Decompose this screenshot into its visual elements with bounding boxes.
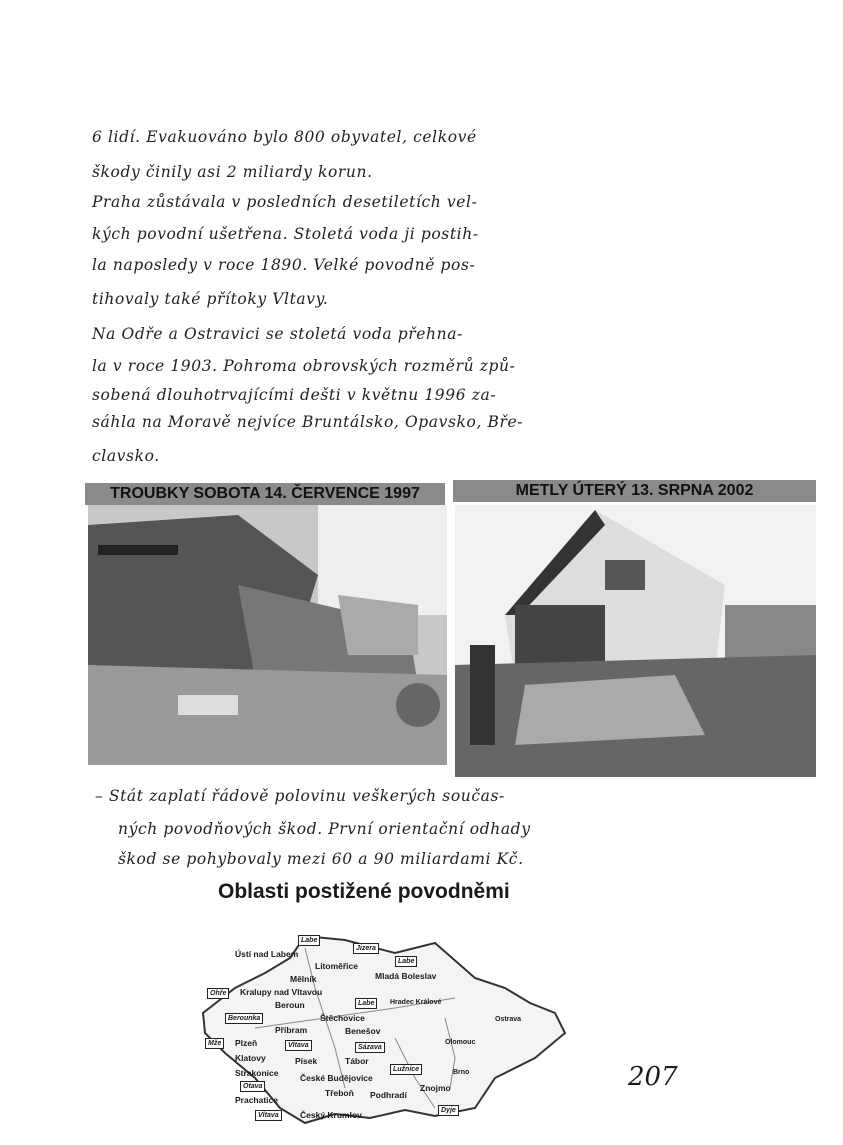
map-city-label: Příbram bbox=[275, 1025, 308, 1035]
handwritten-line: kých povodní ušetřena. Stoletá voda ji postih- bbox=[92, 225, 479, 243]
map-city-label: České Budějovice bbox=[300, 1073, 373, 1083]
map-city-label: Brno bbox=[453, 1069, 470, 1076]
map-river-label: Dyje bbox=[438, 1105, 459, 1116]
map-city-label: Ostrava bbox=[495, 1016, 522, 1023]
map-river-label: Sázava bbox=[355, 1042, 385, 1053]
map-river-label: Labe bbox=[298, 935, 320, 946]
map-city-label: Český Krumlov bbox=[300, 1110, 362, 1120]
handwritten-line: Na Odře a Ostravici se stoletá voda přehna- bbox=[92, 325, 463, 343]
map-city-label: Ústí nad Labem bbox=[235, 949, 299, 959]
map-river-label: Lužnice bbox=[390, 1064, 422, 1075]
handwritten-line: škody činily asi 2 miliardy korun. bbox=[92, 163, 373, 181]
handwritten-line: ných povodňových škod. První orientační odhady bbox=[118, 820, 531, 838]
photo-caption: METLY ÚTERÝ 13. SRPNA 2002 bbox=[453, 480, 816, 502]
flood-areas-map bbox=[195, 918, 575, 1140]
handwritten-line: škod se pohybovaly mezi 60 a 90 miliardami Kč. bbox=[118, 850, 524, 868]
map-river-label: Mže bbox=[205, 1038, 224, 1049]
map-city-label: Hradec Králové bbox=[390, 999, 442, 1006]
map-city-label: Štěchovice bbox=[320, 1013, 365, 1023]
map-city-label: Znojmo bbox=[420, 1083, 451, 1093]
map-river-label: Berounka bbox=[225, 1013, 263, 1024]
page-number: 207 bbox=[628, 1062, 678, 1092]
flood-damage-photo bbox=[455, 505, 816, 777]
photo-caption: TROUBKY SOBOTA 14. ČERVENCE 1997 bbox=[85, 483, 445, 505]
handwritten-line: 6 lidí. Evakuováno bylo 800 obyvatel, celkové bbox=[92, 128, 477, 146]
map-city-label: Mladá Boleslav bbox=[375, 971, 437, 981]
map-city-label: Prachatice bbox=[235, 1095, 278, 1105]
map-city-label: Plzeň bbox=[235, 1038, 258, 1048]
handwritten-line: – Stát zaplatí řádově polovinu veškerých součas- bbox=[95, 787, 505, 805]
map-city-label: Třeboň bbox=[325, 1088, 354, 1098]
map-city-label: Klatovy bbox=[235, 1053, 266, 1063]
map-river-label: Labe bbox=[355, 998, 377, 1009]
map-river-label: Labe bbox=[395, 956, 417, 967]
map-river-label: Vltava bbox=[285, 1040, 312, 1051]
handwritten-line: sobená dlouhotrvajícími dešti v květnu 1996 za- bbox=[92, 386, 497, 404]
map-city-label: Tábor bbox=[345, 1056, 369, 1066]
map-city-label: Strakonice bbox=[235, 1068, 279, 1078]
handwritten-line: clavsko. bbox=[92, 447, 160, 465]
map-city-label: Kralupy nad Vltavou bbox=[240, 987, 323, 997]
handwritten-line: la naposledy v roce 1890. Velké povodně pos- bbox=[92, 256, 476, 274]
map-city-label: Podhradí bbox=[370, 1090, 407, 1100]
handwritten-line: la v roce 1903. Pohroma obrovských rozměrů způ- bbox=[92, 357, 516, 375]
flood-damage-photo bbox=[88, 505, 447, 765]
map-city-label: Litoměřice bbox=[315, 961, 358, 971]
handwritten-line: Praha zůstávala v posledních desetiletích vel- bbox=[92, 193, 478, 211]
map-river-label: Otava bbox=[240, 1081, 265, 1092]
handwritten-line: tihovaly také přítoky Vltavy. bbox=[92, 290, 329, 308]
handwritten-line: sáhla na Moravě nejvíce Bruntálsko, Opavsko, Bře- bbox=[92, 413, 524, 431]
map-city-label: Písek bbox=[295, 1056, 318, 1066]
map-river-label: Ohře bbox=[207, 988, 229, 999]
map-river-label: Jizera bbox=[353, 943, 379, 954]
map-city-label: Olomouc bbox=[445, 1039, 476, 1046]
map-city-label: Mělník bbox=[290, 974, 317, 984]
map-city-label: Benešov bbox=[345, 1026, 381, 1036]
map-river-label: Vltava bbox=[255, 1110, 282, 1121]
map-title: Oblasti postižené povodněmi bbox=[218, 880, 510, 903]
map-city-label: Beroun bbox=[275, 1000, 305, 1010]
